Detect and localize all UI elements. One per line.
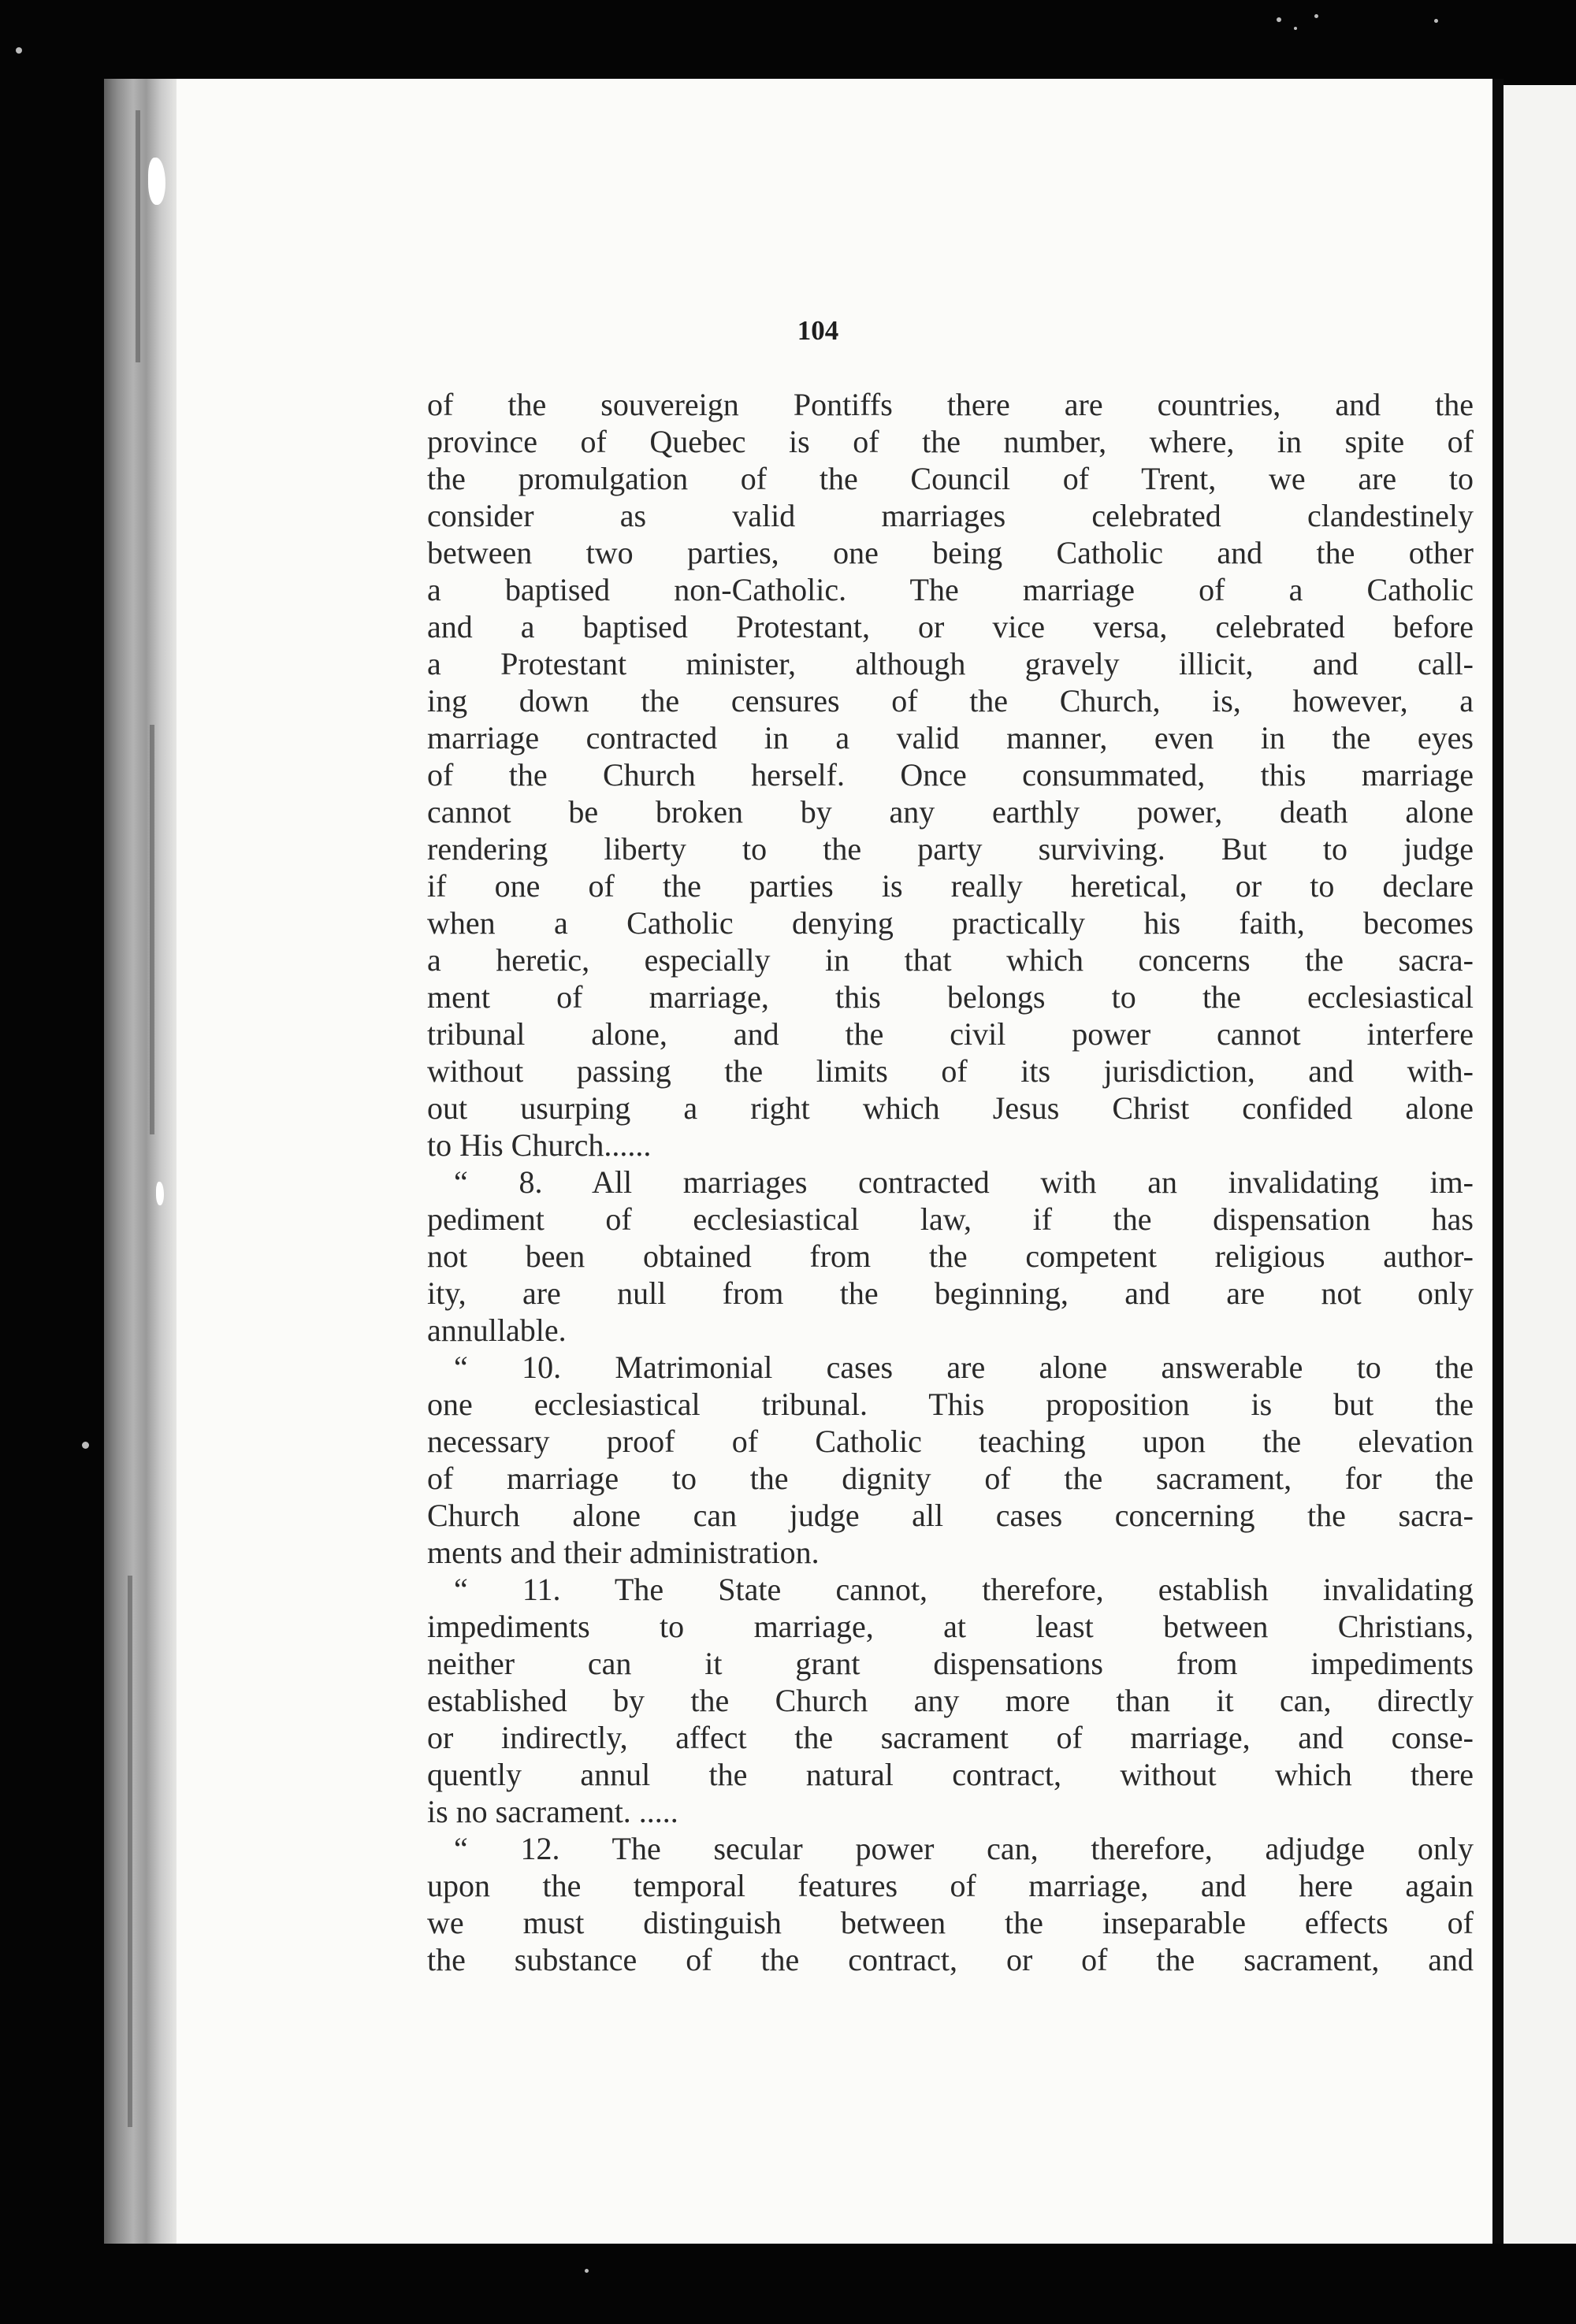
text-line: “ 11. The State cannot, therefore, establish invalidating [454, 1572, 1474, 1607]
dust-speck [1434, 19, 1438, 23]
text-line: we must distinguish between the inseparable effects of [427, 1905, 1474, 1940]
gutter-blemish [148, 158, 165, 205]
text-line: of the Church herself. Once consummated, this marriage [427, 757, 1474, 793]
dust-speck [1314, 14, 1318, 18]
text-line: of marriage to the dignity of the sacrament, for the [427, 1461, 1474, 1496]
gutter-streak [150, 725, 154, 1134]
dust-speck [82, 1442, 89, 1449]
text-line: consider as valid marriages celebrated clandestinely [427, 498, 1474, 533]
page-number: 104 [797, 315, 839, 346]
text-line: ity, are null from the beginning, and are not only [427, 1275, 1474, 1311]
text-line: tribunal alone, and the civil power cannot interfere [427, 1016, 1474, 1052]
text-line: ment of marriage, this belongs to the ecclesiastical [427, 979, 1474, 1015]
text-line: and a baptised Protestant, or vice versa, celebrated before [427, 609, 1474, 644]
text-line: of the souvereign Pontiffs there are countries, and the [427, 387, 1474, 422]
text-line: or indirectly, affect the sacrament of marriage, and conse- [427, 1720, 1474, 1755]
text-line: the promulgation of the Council of Trent, we are to [427, 461, 1474, 496]
text-line: upon the temporal features of marriage, and here again [427, 1868, 1474, 1903]
text-line: one ecclesiastical tribunal. This proposition is but the [427, 1387, 1474, 1422]
text-line: pediment of ecclesiastical law, if the dispensation has [427, 1201, 1474, 1237]
text-line: ing down the censures of the Church, is, however, a [427, 683, 1474, 718]
text-line: province of Quebec is of the number, where, in spite of [427, 424, 1474, 459]
dust-speck [1277, 17, 1281, 22]
page-gutter-shadow [104, 79, 177, 2244]
text-line: out usurping a right which Jesus Christ confided alone [427, 1090, 1474, 1126]
text-line: to His Church...... [427, 1127, 652, 1163]
text-line: the substance of the contract, or of the sacrament, and [427, 1942, 1474, 1977]
text-line: “ 12. The secular power can, therefore, adjudge only [454, 1831, 1474, 1866]
text-line: between two parties, one being Catholic and the other [427, 535, 1474, 570]
text-line: if one of the parties is really heretical, or to declare [427, 868, 1474, 904]
text-line: quently annul the natural contract, without which there [427, 1757, 1474, 1792]
adjacent-page-edge [1504, 85, 1576, 2244]
text-line: marriage contracted in a valid manner, even in the eyes [427, 720, 1474, 755]
text-line: “ 8. All marriages contracted with an invalidating im- [454, 1164, 1474, 1200]
text-line: a heretic, especially in that which concerns the sacra- [427, 942, 1474, 978]
text-line: rendering liberty to the party surviving. But to judge [427, 831, 1474, 867]
dust-speck [16, 47, 22, 54]
text-line: impediments to marriage, at least between Christians, [427, 1609, 1474, 1644]
text-line: ments and their administration. [427, 1535, 820, 1570]
text-line: “ 10. Matrimonial cases are alone answerable to the [454, 1349, 1474, 1385]
text-line: annullable. [427, 1312, 567, 1348]
dust-speck [1294, 27, 1297, 30]
text-line: a baptised non-Catholic. The marriage of a Catholic [427, 572, 1474, 607]
text-line: established by the Church any more than it can, directly [427, 1683, 1474, 1718]
body-text [427, 386, 1474, 1978]
page-right-edge-shadow [1492, 79, 1504, 2244]
dust-speck [585, 2269, 589, 2273]
text-line: not been obtained from the competent religious author- [427, 1238, 1474, 1274]
book-page [104, 79, 1492, 2244]
gutter-blemish [156, 1182, 164, 1205]
text-line: necessary proof of Catholic teaching upon the elevation [427, 1424, 1474, 1459]
text-line: neither can it grant dispensations from impediments [427, 1646, 1474, 1681]
text-line: cannot be broken by any earthly power, death alone [427, 794, 1474, 830]
gutter-streak [128, 1576, 132, 2127]
text-line: a Protestant minister, although gravely illicit, and call- [427, 646, 1474, 681]
text-line: without passing the limits of its jurisdiction, and with- [427, 1053, 1474, 1089]
text-line: Church alone can judge all cases concerning the sacra- [427, 1498, 1474, 1533]
text-line: is no sacrament. ..... [427, 1794, 678, 1829]
text-line: when a Catholic denying practically his faith, becomes [427, 905, 1474, 941]
